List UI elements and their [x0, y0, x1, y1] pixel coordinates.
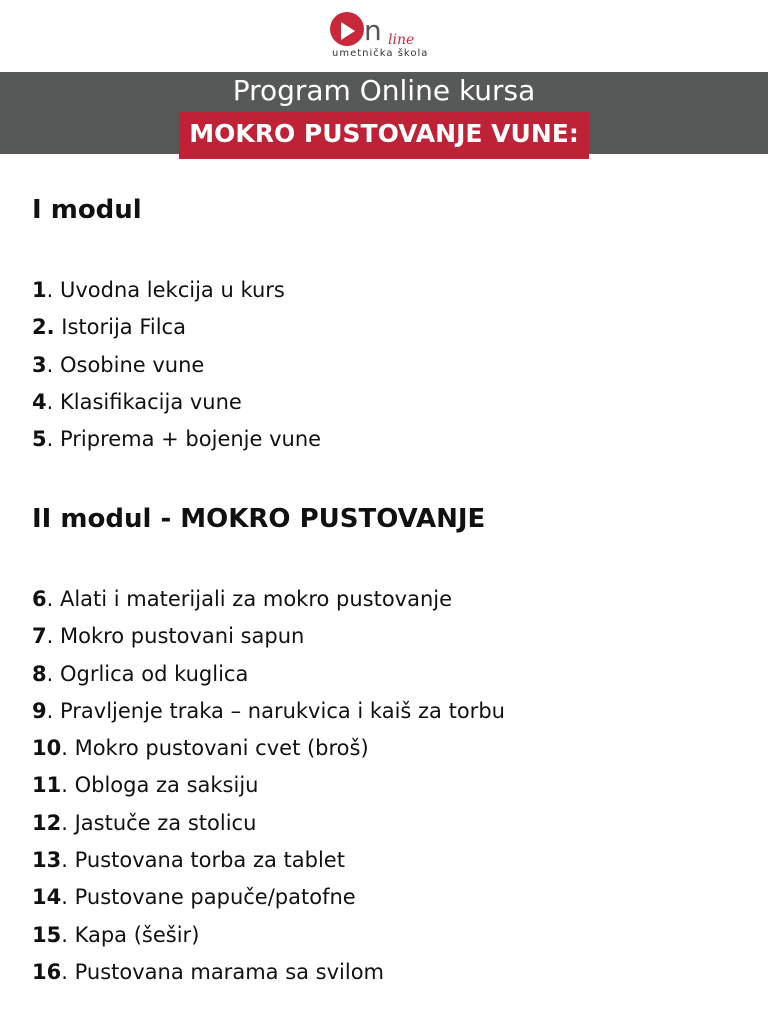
lesson-item: [32, 879, 505, 916]
lesson-number: 4: [32, 389, 47, 414]
lesson-text: . Klasifikacija vune: [46, 389, 242, 414]
course-title-wrap: [0, 112, 768, 159]
module-1-title: I modul: [32, 195, 142, 225]
lesson-item: [32, 272, 321, 309]
lesson-number: 14: [32, 885, 62, 910]
lesson-text: . Kapa (šešir): [61, 922, 200, 947]
lesson-item: [32, 618, 505, 655]
logo-script-text: line: [388, 32, 415, 48]
lesson-number: 15: [32, 922, 62, 947]
lesson-number: 1: [32, 278, 47, 302]
lesson-number: 13: [32, 848, 62, 873]
lesson-item: [32, 842, 505, 879]
lesson-item: [32, 917, 505, 954]
lesson-item: [32, 954, 505, 991]
lesson-text: . Mokro pustovani cvet (broš): [61, 736, 369, 761]
lesson-text: . Mokro pustovani sapun: [46, 624, 305, 649]
lesson-number: 11: [32, 773, 62, 798]
lesson-number: 2.: [32, 315, 55, 340]
module-2-lessons: [32, 581, 505, 991]
lesson-item: [32, 805, 505, 842]
lesson-text: . Osobine vune: [46, 352, 205, 377]
lesson-text: . Uvodna lekcija u kurs: [46, 278, 285, 302]
page-title: Program Online kursa: [232, 74, 536, 107]
lesson-number: 6: [32, 587, 47, 611]
lesson-item: [32, 730, 505, 767]
lesson-text: . Pustovana marama sa svilom: [61, 959, 385, 984]
course-title: MOKRO PUSTOVANJE VUNE:: [179, 112, 589, 159]
lesson-number: 7: [32, 624, 47, 649]
module-1-lessons: [32, 272, 321, 458]
lesson-text: . Ogrlica od kuglica: [46, 661, 249, 686]
lesson-text: Istorija Filca: [54, 315, 186, 340]
lesson-text: . Jastuče za stolicu: [61, 810, 257, 835]
lesson-text: . Pustovane papuče/patofne: [61, 885, 356, 910]
play-icon: [341, 22, 355, 40]
school-logo: [330, 10, 440, 62]
lesson-text: . Pravljenje traka – narukvica i kaiš za torbu: [46, 698, 505, 723]
lesson-number: 3: [32, 352, 47, 377]
lesson-number: 8: [32, 661, 47, 686]
lesson-item: [32, 384, 321, 421]
lesson-number: 12: [32, 810, 62, 835]
lesson-number: 5: [32, 427, 47, 452]
logo-letter: n: [364, 14, 382, 47]
lesson-item: [32, 581, 505, 618]
lesson-item: [32, 309, 321, 346]
lesson-item: [32, 767, 505, 804]
lesson-text: . Pustovana torba za tablet: [61, 848, 345, 873]
lesson-item: [32, 656, 505, 693]
lesson-number: 10: [32, 736, 62, 761]
play-circle-icon: [330, 12, 364, 46]
logo-subtitle: umetnička škola: [332, 48, 429, 59]
lesson-item: [32, 421, 321, 458]
lesson-text: . Priprema + bojenje vune: [46, 427, 322, 452]
lesson-text: . Alati i materijali za mokro pustovanje: [46, 587, 453, 611]
module-2-title: II modul - MOKRO PUSTOVANJE: [32, 504, 486, 534]
lesson-item: [32, 693, 505, 730]
lesson-number: 16: [32, 959, 62, 984]
lesson-item: [32, 347, 321, 384]
lesson-number: 9: [32, 698, 47, 723]
lesson-text: . Obloga za saksiju: [61, 773, 259, 798]
